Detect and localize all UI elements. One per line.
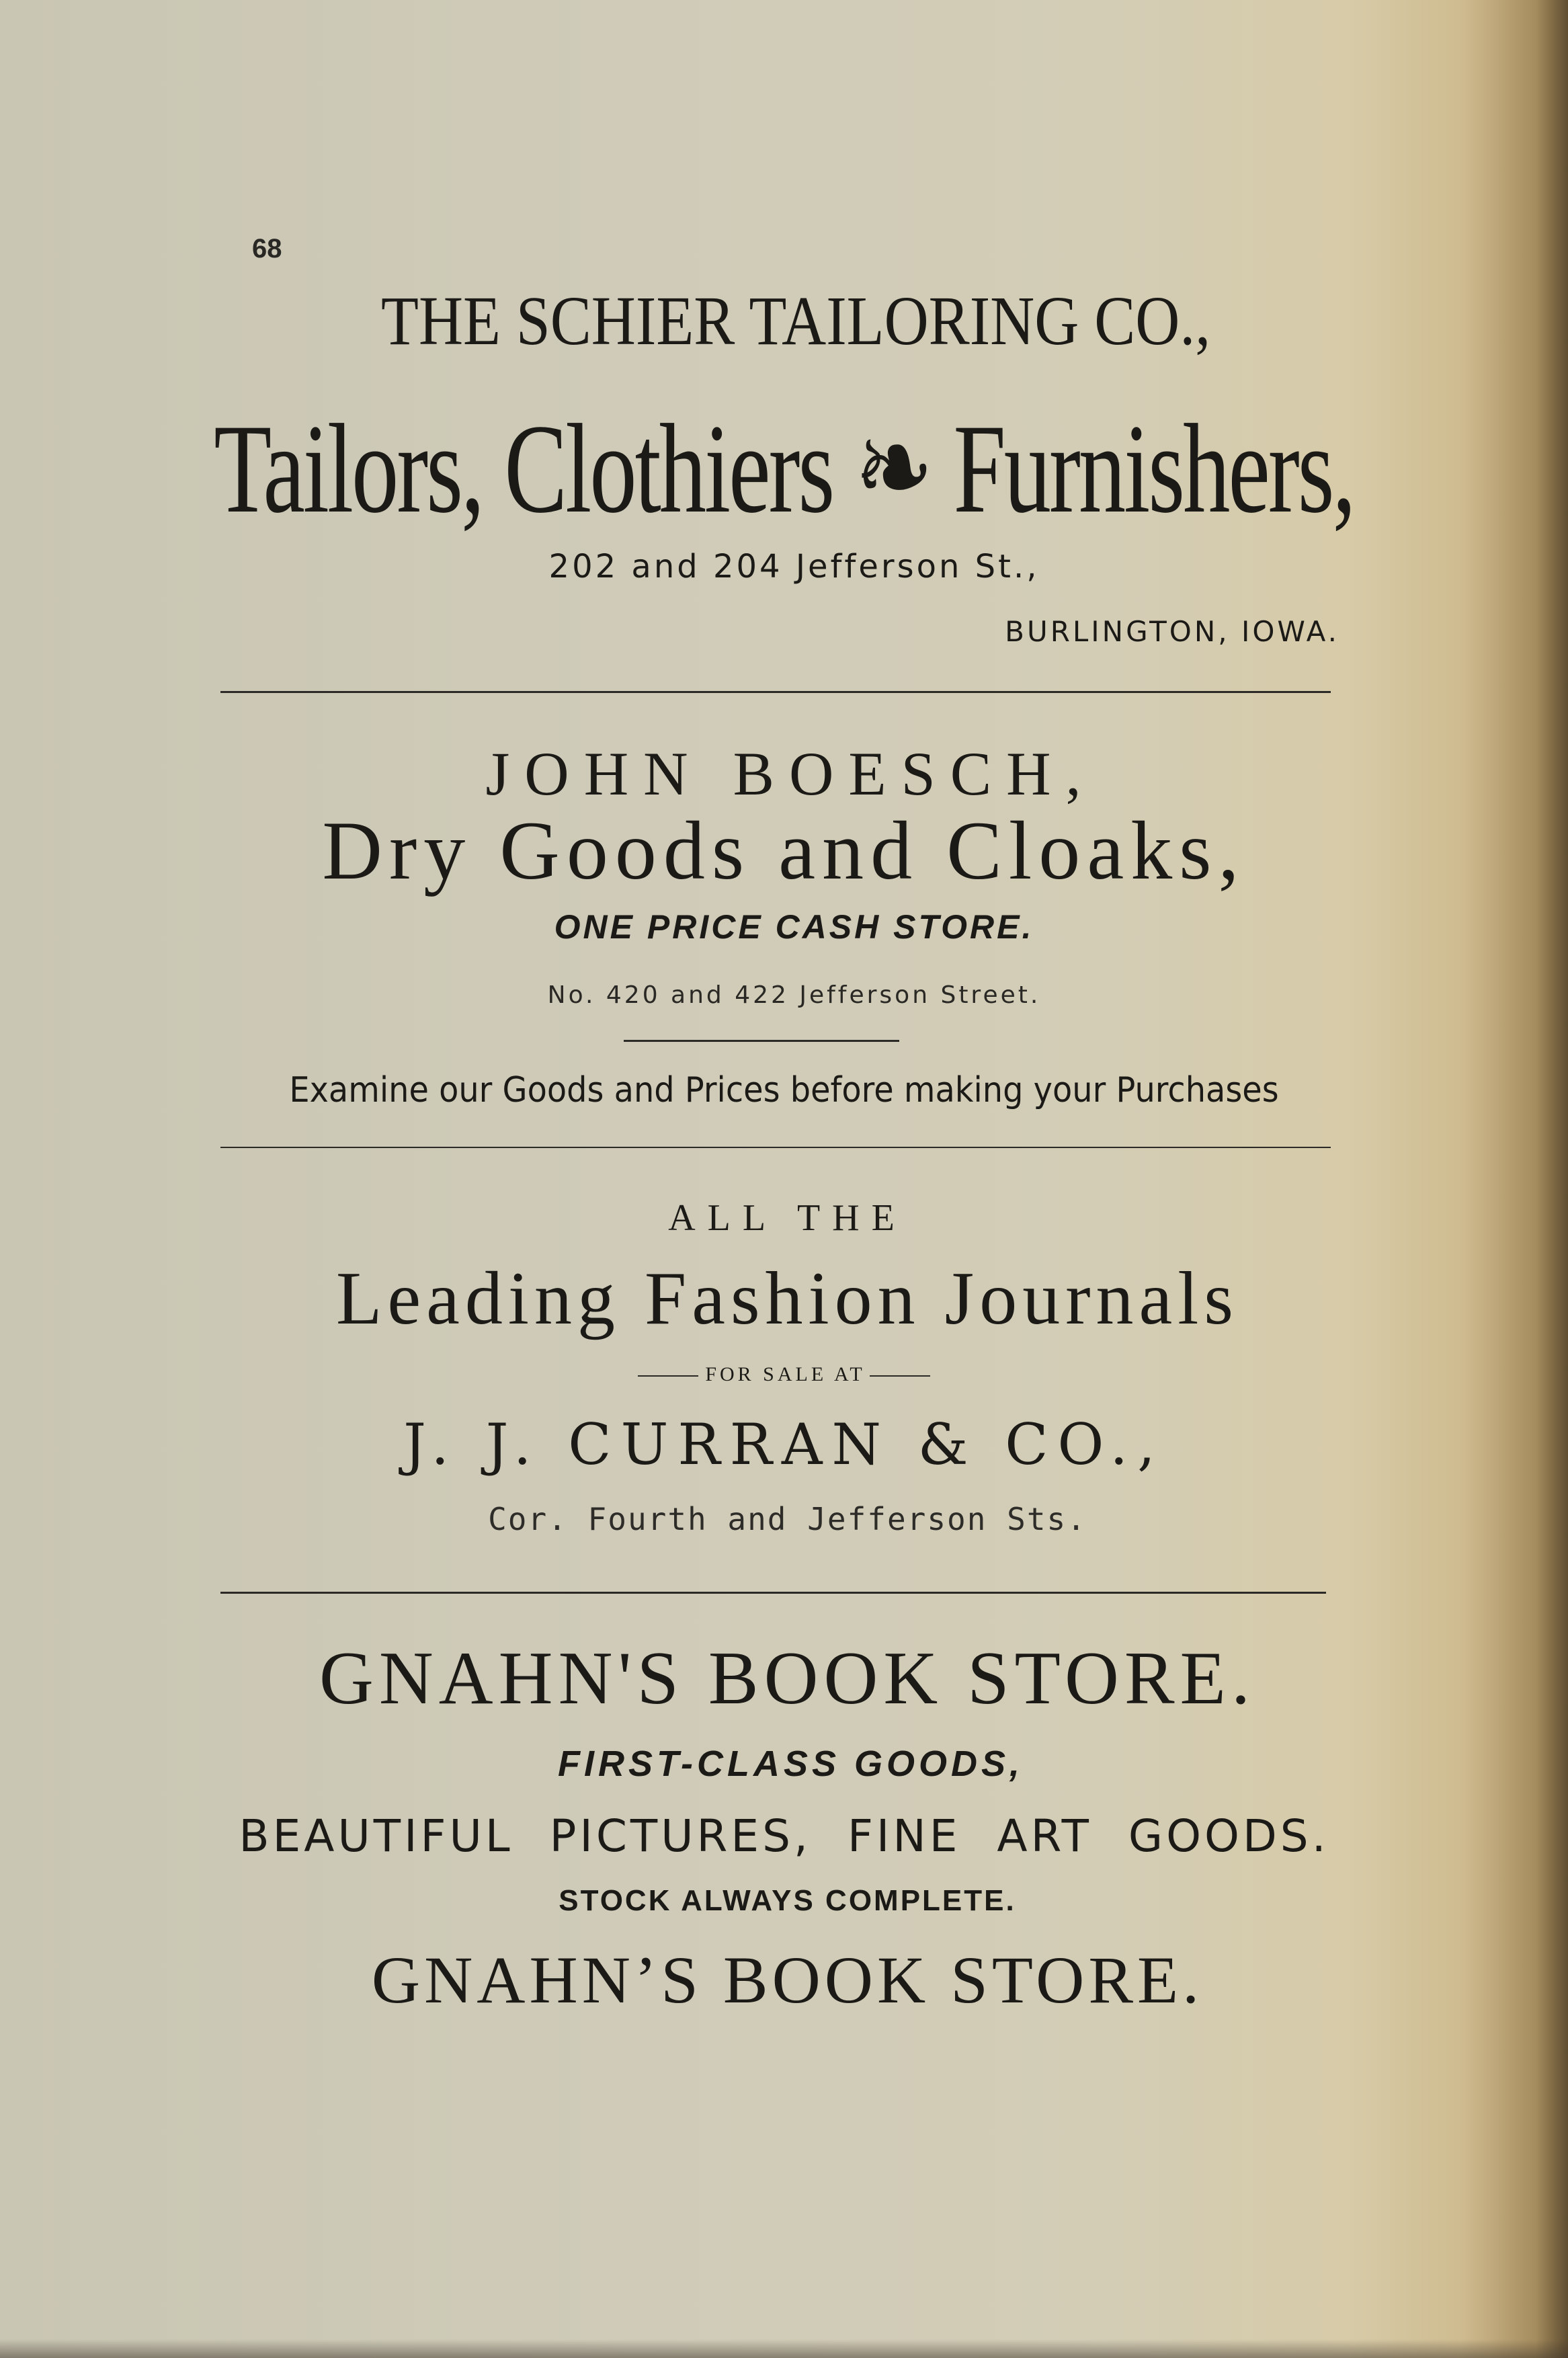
boesch-name: JOHN BOESCH, <box>485 739 1096 808</box>
page-number: 68 <box>252 234 282 263</box>
schier-tailoring-name: THE SCHIER TAILORING CO., <box>381 282 1211 360</box>
gnahn-line: BEAUTIFUL PICTURES, FINE ART GOODS. <box>239 1810 1329 1862</box>
boesch-short-rule <box>624 1040 899 1042</box>
boesch-tagline: ONE PRICE CASH STORE. <box>554 908 1034 946</box>
gnahn-tagline: FIRST-CLASS GOODS, <box>557 1744 1024 1784</box>
curran-name: J. J. CURRAN & CO., <box>403 1412 1165 1477</box>
for-sale-dash-right <box>870 1375 930 1377</box>
curran-intro: ALL THE <box>668 1197 907 1239</box>
curran-address: Cor. Fourth and Jefferson Sts. <box>488 1501 1087 1537</box>
divider-rule-2 <box>220 1147 1331 1148</box>
boesch-note: Examine our Goods and Prices before making your Purchases <box>289 1070 1279 1110</box>
for-sale-dash-left <box>638 1375 698 1377</box>
schier-tailoring-address: 202 and 204 Jefferson St., <box>548 548 1040 585</box>
gnahn-name-repeat: GNAHN’S BOOK STORE. <box>371 1943 1204 2017</box>
page-bottom-edge <box>0 2339 1568 2358</box>
divider-rule-1 <box>220 691 1331 693</box>
schier-tailoring-trade: Tailors, Clothiers ❧ Furnishers, <box>214 399 1354 540</box>
gnahn-name: GNAHN'S BOOK STORE. <box>319 1637 1255 1720</box>
for-sale-label: FOR SALE AT <box>705 1363 866 1385</box>
boesch-trade: Dry Goods and Cloaks, <box>322 805 1246 897</box>
curran-for-sale <box>0 1363 1568 1386</box>
curran-headline: Leading Fashion Journals <box>336 1257 1239 1340</box>
divider-rule-3 <box>220 1592 1326 1594</box>
gnahn-stock: STOCK ALWAYS COMPLETE. <box>559 1884 1016 1917</box>
boesch-address: No. 420 and 422 Jefferson Street. <box>547 981 1041 1009</box>
schier-tailoring-city: BURLINGTON, IOWA. <box>1005 615 1339 648</box>
